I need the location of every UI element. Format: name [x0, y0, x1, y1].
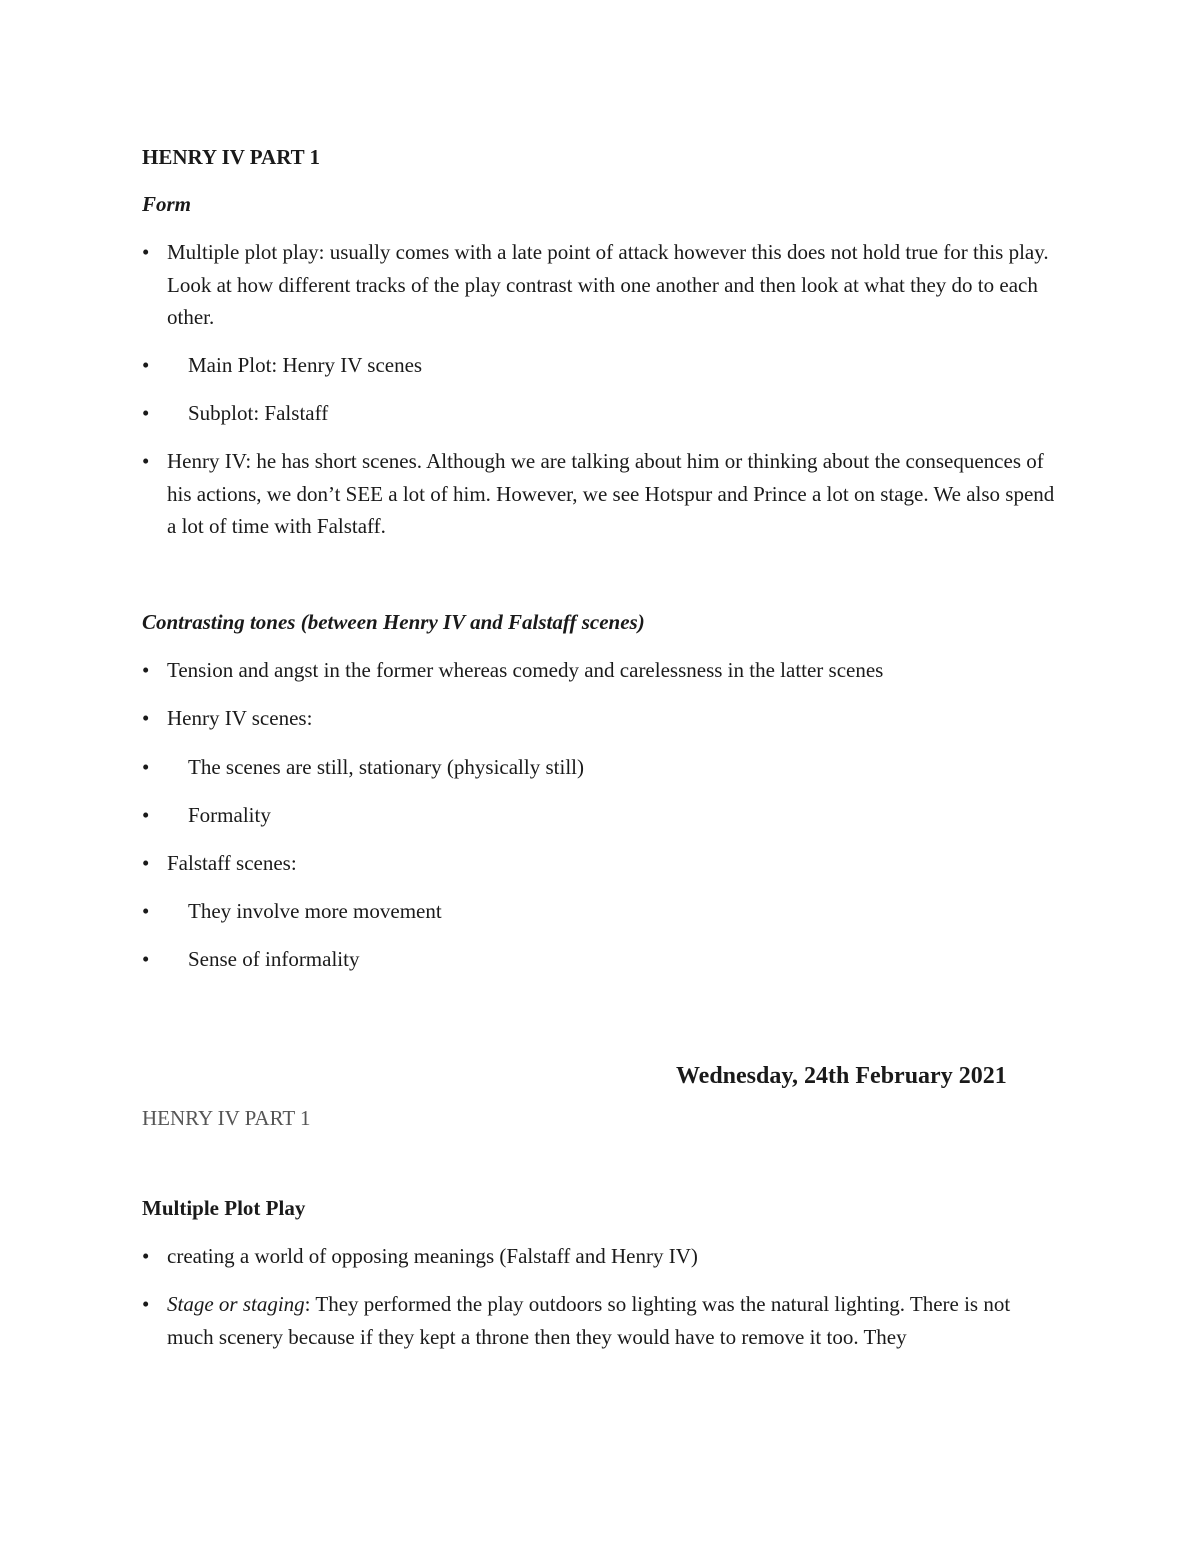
list-item-text: creating a world of opposing meanings (Falstaff and Henry IV)	[167, 1244, 698, 1268]
section-subtitle: Form	[142, 192, 192, 216]
bullet-icon: •	[142, 449, 150, 473]
section-title: Contrasting tones (between Henry IV and Falstaff scenes)	[142, 610, 645, 634]
section-title: HENRY IV PART 1	[142, 145, 321, 169]
list-item-text: Sense of informality	[188, 947, 360, 971]
list-item	[142, 397, 1062, 430]
section-subtitle: Multiple Plot Play	[142, 1196, 306, 1220]
list-item-text: They involve more movement	[188, 899, 442, 923]
list-item	[142, 1288, 1062, 1353]
bullet-icon: •	[142, 851, 150, 875]
list-item	[142, 702, 1062, 735]
bullet-icon: •	[142, 401, 150, 425]
list-item	[142, 799, 1062, 832]
list-item-text: The scenes are still, stationary (physically still)	[188, 755, 584, 779]
list-item-text: Falstaff scenes:	[167, 851, 297, 875]
list-item-text: Tension and angst in the former whereas comedy and carelessness in the latter scenes	[167, 658, 884, 682]
list-item	[142, 1240, 1062, 1273]
entry-date: Wednesday, 24th February 2021	[676, 1063, 1007, 1089]
list-item	[142, 349, 1062, 382]
list-item-text: Main Plot: Henry IV scenes	[188, 353, 423, 377]
bullet-icon: •	[142, 353, 150, 377]
list-item	[142, 943, 1062, 976]
bullet-icon: •	[142, 947, 150, 971]
bullet-icon: •	[142, 240, 150, 264]
list-item	[142, 236, 1062, 334]
bullet-icon: •	[142, 1244, 150, 1268]
list-item	[142, 751, 1062, 784]
section-title: HENRY IV PART 1	[142, 1106, 311, 1130]
bullet-icon: •	[142, 1292, 150, 1316]
list-item-text: Formality	[188, 803, 271, 827]
list-item-emphasis: Stage or staging	[167, 1292, 305, 1316]
list-item	[142, 847, 1062, 880]
bullet-icon: •	[142, 658, 150, 682]
list-item-rest: : They performed the play outdoors so lighting was the natural lighting. There is not much scenery because if they kept a throne then they would have to remove it too. They	[167, 1292, 1011, 1349]
list-item-text: Henry IV: he has short scenes. Although we are talking about him or thinking about the consequences of his actions, we don’t SEE a lot of him. However, we see Hotspur and Prince a lot on stage. We also spend a lot of time with Falstaff.	[167, 449, 1055, 538]
bullet-icon: •	[142, 706, 150, 730]
list-item-text: Henry IV scenes:	[167, 706, 313, 730]
bullet-icon: •	[142, 755, 150, 779]
list-item	[142, 654, 1062, 687]
list-item-text	[167, 1288, 1062, 1353]
bullet-icon: •	[142, 899, 150, 923]
list-item-text: Subplot: Falstaff	[188, 401, 329, 425]
list-item-text: Multiple plot play: usually comes with a late point of attack however this does not hold true for this play. Look at how different tracks of the play contrast with one another and then look at what they do to each other.	[167, 240, 1049, 329]
list-item	[142, 445, 1062, 543]
bullet-icon: •	[142, 803, 150, 827]
list-item	[142, 895, 1062, 928]
